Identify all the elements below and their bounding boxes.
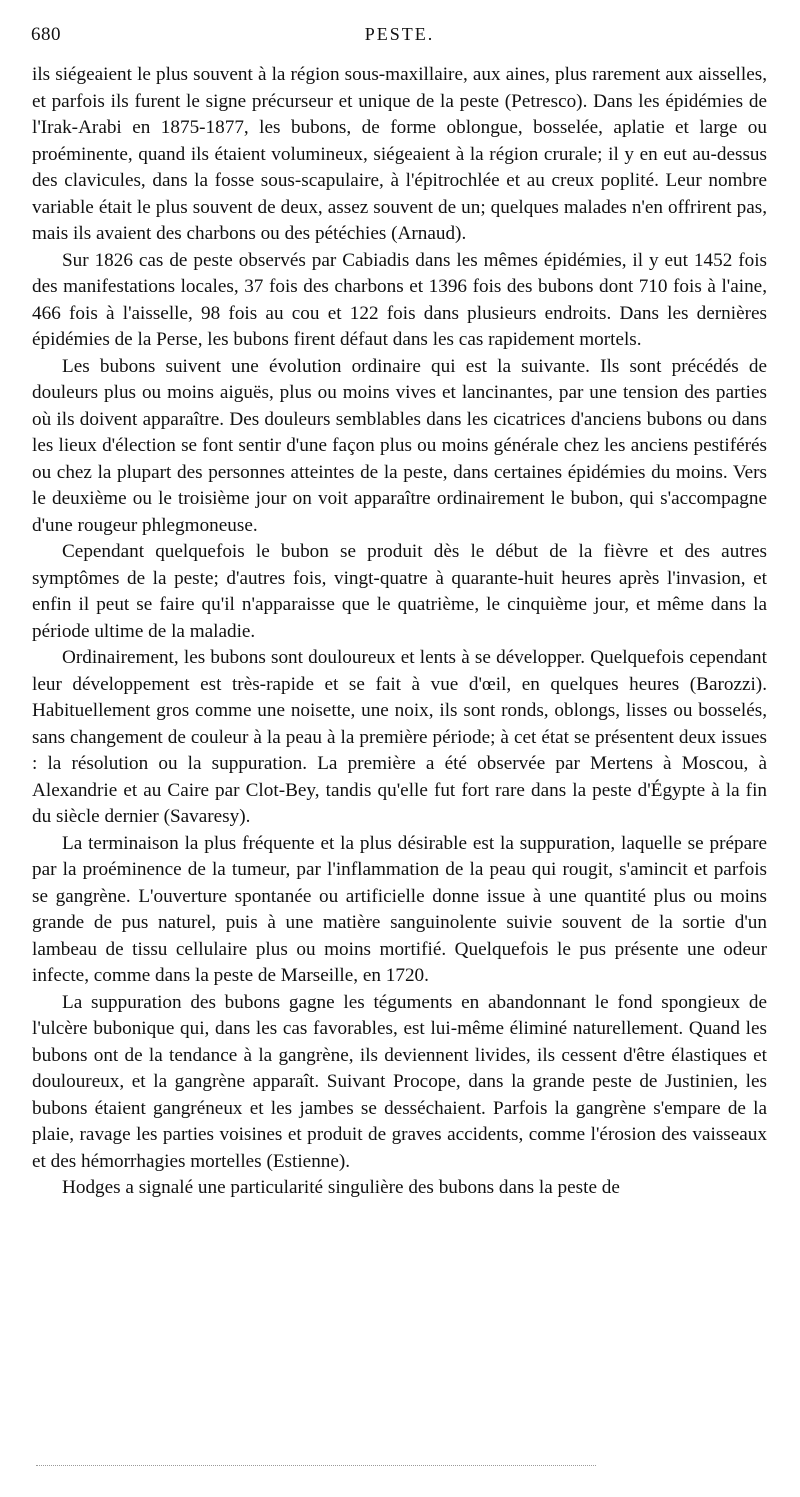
body-text <box>32 62 767 1202</box>
paragraph: Sur 1826 cas de peste observés par Cabiadis dans les mêmes épidémies, il y eut 1452 fois des manifestations locales, 37 fois des charbons et 1396 fois des bubons dont 710 fois à l'aine, 466 fois à l'aisselle, 98 fois au cou et 122 fois dans plusieurs endroits. Dans les dernières épidémies de la Perse, les bubons firent défaut dans les cas rapidement mortels. <box>32 249 767 350</box>
paragraph: Hodges a signalé une particularité singulière des bubons dans la peste de <box>62 1177 620 1198</box>
paragraph: La terminaison la plus fréquente et la plus désirable est la suppuration, laquelle se prépare par la proéminence de la tumeur, par l'inflammation de la peau qui rougit, s'amincit et parfois se gangrène. L'ouverture spontanée ou artificielle donne issue à une quantité plus ou moins grande de pus naturel, puis à une matière sanguinolente suivie souvent de la sortie d'un lambeau de tissu cellulaire plus ou moins mortifié. Quelquefois le pus présente une odeur infecte, comme dans la peste de Marseille, en 1720. <box>32 832 767 986</box>
paragraph: Cependant quelquefois le bubon se produit dès le début de la fièvre et des autres symptômes de la peste; d'autres fois, vingt-quatre à quarante-huit heures après l'invasion, et enfin il peut se faire qu'il n'apparaisse que le quatrième, le cinquième jour, et même dans la période ultime de la maladie. <box>32 541 767 642</box>
running-head <box>31 24 768 56</box>
paragraph: Les bubons suivent une évolution ordinaire qui est la suivante. Ils sont précédés de douleurs plus ou moins aiguës, plus ou moins vives et lancinantes, par une tension des parties où ils doivent apparaître. Des douleurs semblables dans les cicatrices d'anciens bubons ou dans les lieux d'élection se font sentir d'une façon plus ou moins générale chez les anciens pestiférés ou chez la plupart des personnes atteintes de la peste, dans certaines épidémies du moins. Vers le deuxième ou le troisième jour on voit apparaître ordinairement le bubon, qui s'accompagne d'une rougeur phlegmoneuse. <box>32 355 767 536</box>
paragraph: Ordinairement, les bubons sont douloureux et lents à se développer. Quelquefois cependant leur développement est très-rapide et se fait à vue d'œil, en quelques heures (Barozzi). Habituellement gros comme une noisette, une noix, ils sont ronds, oblongs, lisses ou bosselés, sans changement de couleur à la peau à la première période; à cet état se présentent deux issues : la résolution ou la suppuration. La première a été observée par Mertens à Moscou, à Alexandrie et au Caire par Clot-Bey, tandis qu'elle fut fort rare dans la peste d'Égypte à la fin du siècle dernier (Savaresy). <box>32 647 767 827</box>
running-title: PESTE. <box>364 24 435 44</box>
page-number: 680 <box>31 24 61 45</box>
paragraph: ils siégeaient le plus souvent à la région sous-maxillaire, aux aines, plus rarement aux aisselles, et parfois ils furent le signe précurseur et unique de la peste (Petresco). Dans les épidémies de l'Irak-Arabi en 1875-1877, les bubons, de forme oblongue, bosselée, aplatie et large ou proéminente, quand ils étaient volumineux, siégeaient à la région crurale; il y en eut au-dessus des clavicules, dans la fosse sous-scapulaire, à l'épitrochlée et au creux poplité. Leur nombre variable était le plus souvent de deux, assez souvent de un; quelques malades n'en offrirent pas, mais ils avaient des charbons ou des pétéchies (Arnaud). <box>32 64 767 244</box>
footer-rule <box>36 1465 596 1467</box>
paragraph: La suppuration des bubons gagne les téguments en abandonnant le fond spongieux de l'ulcère bubonique qui, dans les cas favorables, est lui-même éliminé naturellement. Quand les bubons ont de la tendance à la gangrène, ils deviennent livides, ils cessent d'être élastiques et douloureux, et la gangrène apparaît. Suivant Procope, dans la grande peste de Justinien, les bubons étaient gangréneux et les jambes se desséchaient. Parfois la gangrène s'empare de la plaie, ravage les parties voisines et produit de graves accidents, comme l'érosion des vaisseaux et des hémorrhagies mortelles (Estienne). <box>32 991 767 1172</box>
